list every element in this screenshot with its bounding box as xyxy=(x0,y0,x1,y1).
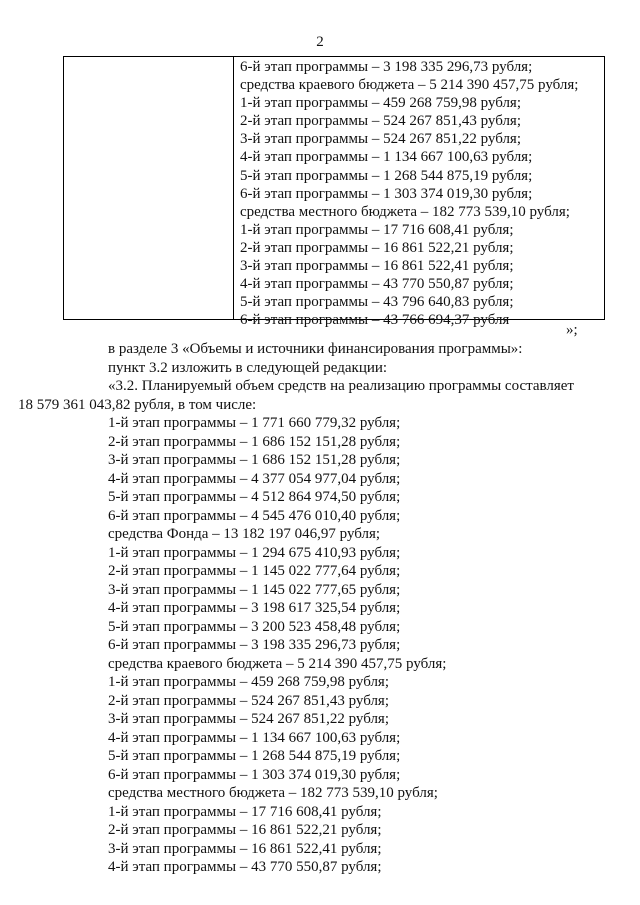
table-column-divider xyxy=(233,57,234,319)
table-row: 3-й этап программы – 16 861 522,41 рубля; xyxy=(240,258,514,275)
document-body xyxy=(18,340,614,877)
list-item: 2-й этап программы – 1 145 022 777,64 рубля; xyxy=(108,563,401,579)
list-item: 3-й этап программы – 1 686 152 151,28 рубля; xyxy=(108,452,401,468)
list-item: средства местного бюджета – 182 773 539,10 рубля; xyxy=(108,785,438,801)
list-item: 6-й этап программы – 1 303 374 019,30 рубля; xyxy=(108,766,401,783)
list-item: 1-й этап программы – 1 771 660 779,32 рубля; xyxy=(108,415,401,431)
list-item: средства Фонда – 13 182 197 046,97 рубля; xyxy=(108,526,381,542)
table-row: 2-й этап программы – 524 267 851,43 рубля; xyxy=(240,113,522,130)
list-item: 1-й этап программы – 1 294 675 410,93 рубля; xyxy=(108,544,401,561)
section-intro: в разделе 3 «Объемы и источники финансирования программы»: xyxy=(108,341,523,357)
list-item: 5-й этап программы – 4 512 864 974,50 рубля; xyxy=(108,489,401,505)
table-funding-cell xyxy=(240,58,600,329)
list-item: 6-й этап программы – 4 545 476 010,40 рубля; xyxy=(108,507,401,524)
list-item: 5-й этап программы – 3 200 523 458,48 рубля; xyxy=(108,618,401,635)
list-item: 4-й этап программы – 3 198 617 325,54 рубля; xyxy=(108,600,401,616)
table-row: 1-й этап программы – 459 268 759,98 рубля; xyxy=(240,95,522,112)
list-item: 3-й этап программы – 16 861 522,41 рубля; xyxy=(108,840,382,857)
list-item: 3-й этап программы – 524 267 851,22 рубля; xyxy=(108,711,390,727)
list-item: 3-й этап программы – 1 145 022 777,65 рубля; xyxy=(108,581,401,598)
table-row: 3-й этап программы – 524 267 851,22 рубля; xyxy=(240,131,522,148)
table-row: 4-й этап программы – 43 770 550,87 рубля; xyxy=(240,276,514,293)
quote-first-line: «3.2. Планируемый объем средств на реализацию программы составляет xyxy=(108,378,574,394)
list-item: 1-й этап программы – 459 268 759,98 рубля; xyxy=(108,674,390,690)
table-row: средства краевого бюджета – 5 214 390 457,75 рубля; xyxy=(240,77,579,94)
list-item: 4-й этап программы – 4 377 054 977,04 рубля; xyxy=(108,470,401,487)
budget-table xyxy=(63,56,605,329)
table-row: 6-й этап программы – 3 198 335 296,73 рубля; xyxy=(240,59,533,75)
closing-quote-mark: »; xyxy=(566,322,578,338)
list-item: 1-й этап программы – 17 716 608,41 рубля; xyxy=(108,803,382,820)
list-item: 4-й этап программы – 1 134 667 100,63 рубля; xyxy=(108,729,401,746)
table-row: 4-й этап программы – 1 134 667 100,63 рубля; xyxy=(240,149,533,166)
list-item: 5-й этап программы – 1 268 544 875,19 рубля; xyxy=(108,748,401,764)
list-item: 2-й этап программы – 1 686 152 151,28 рубля; xyxy=(108,433,401,450)
page-number: 2 xyxy=(316,34,324,50)
list-item: 2-й этап программы – 524 267 851,43 рубля; xyxy=(108,692,390,709)
list-item: 2-й этап программы – 16 861 522,21 рубля; xyxy=(108,822,382,838)
table-row: 6-й этап программы – 43 766 694,37 рубля xyxy=(240,312,510,329)
point-instruction: пункт 3.2 изложить в следующей редакции: xyxy=(108,359,388,376)
table-row: 5-й этап программы – 1 268 544 875,19 рубля; xyxy=(240,167,533,184)
table-row: 1-й этап программы – 17 716 608,41 рубля; xyxy=(240,221,514,238)
list-item: 4-й этап программы – 43 770 550,87 рубля; xyxy=(108,859,382,875)
list-item: средства краевого бюджета – 5 214 390 457,75 рубля; xyxy=(108,655,447,672)
table-row: средства местного бюджета – 182 773 539,10 рубля; xyxy=(240,203,570,220)
funding-list xyxy=(74,414,614,877)
table-row: 5-й этап программы – 43 796 640,83 рубля; xyxy=(240,294,514,311)
quote-second-line: 18 579 361 043,82 рубля, в том числе: xyxy=(18,396,257,413)
list-item: 6-й этап программы – 3 198 335 296,73 рубля; xyxy=(108,637,401,653)
table-row: 2-й этап программы – 16 861 522,21 рубля; xyxy=(240,239,514,256)
table-row: 6-й этап программы – 1 303 374 019,30 рубля; xyxy=(240,185,533,202)
